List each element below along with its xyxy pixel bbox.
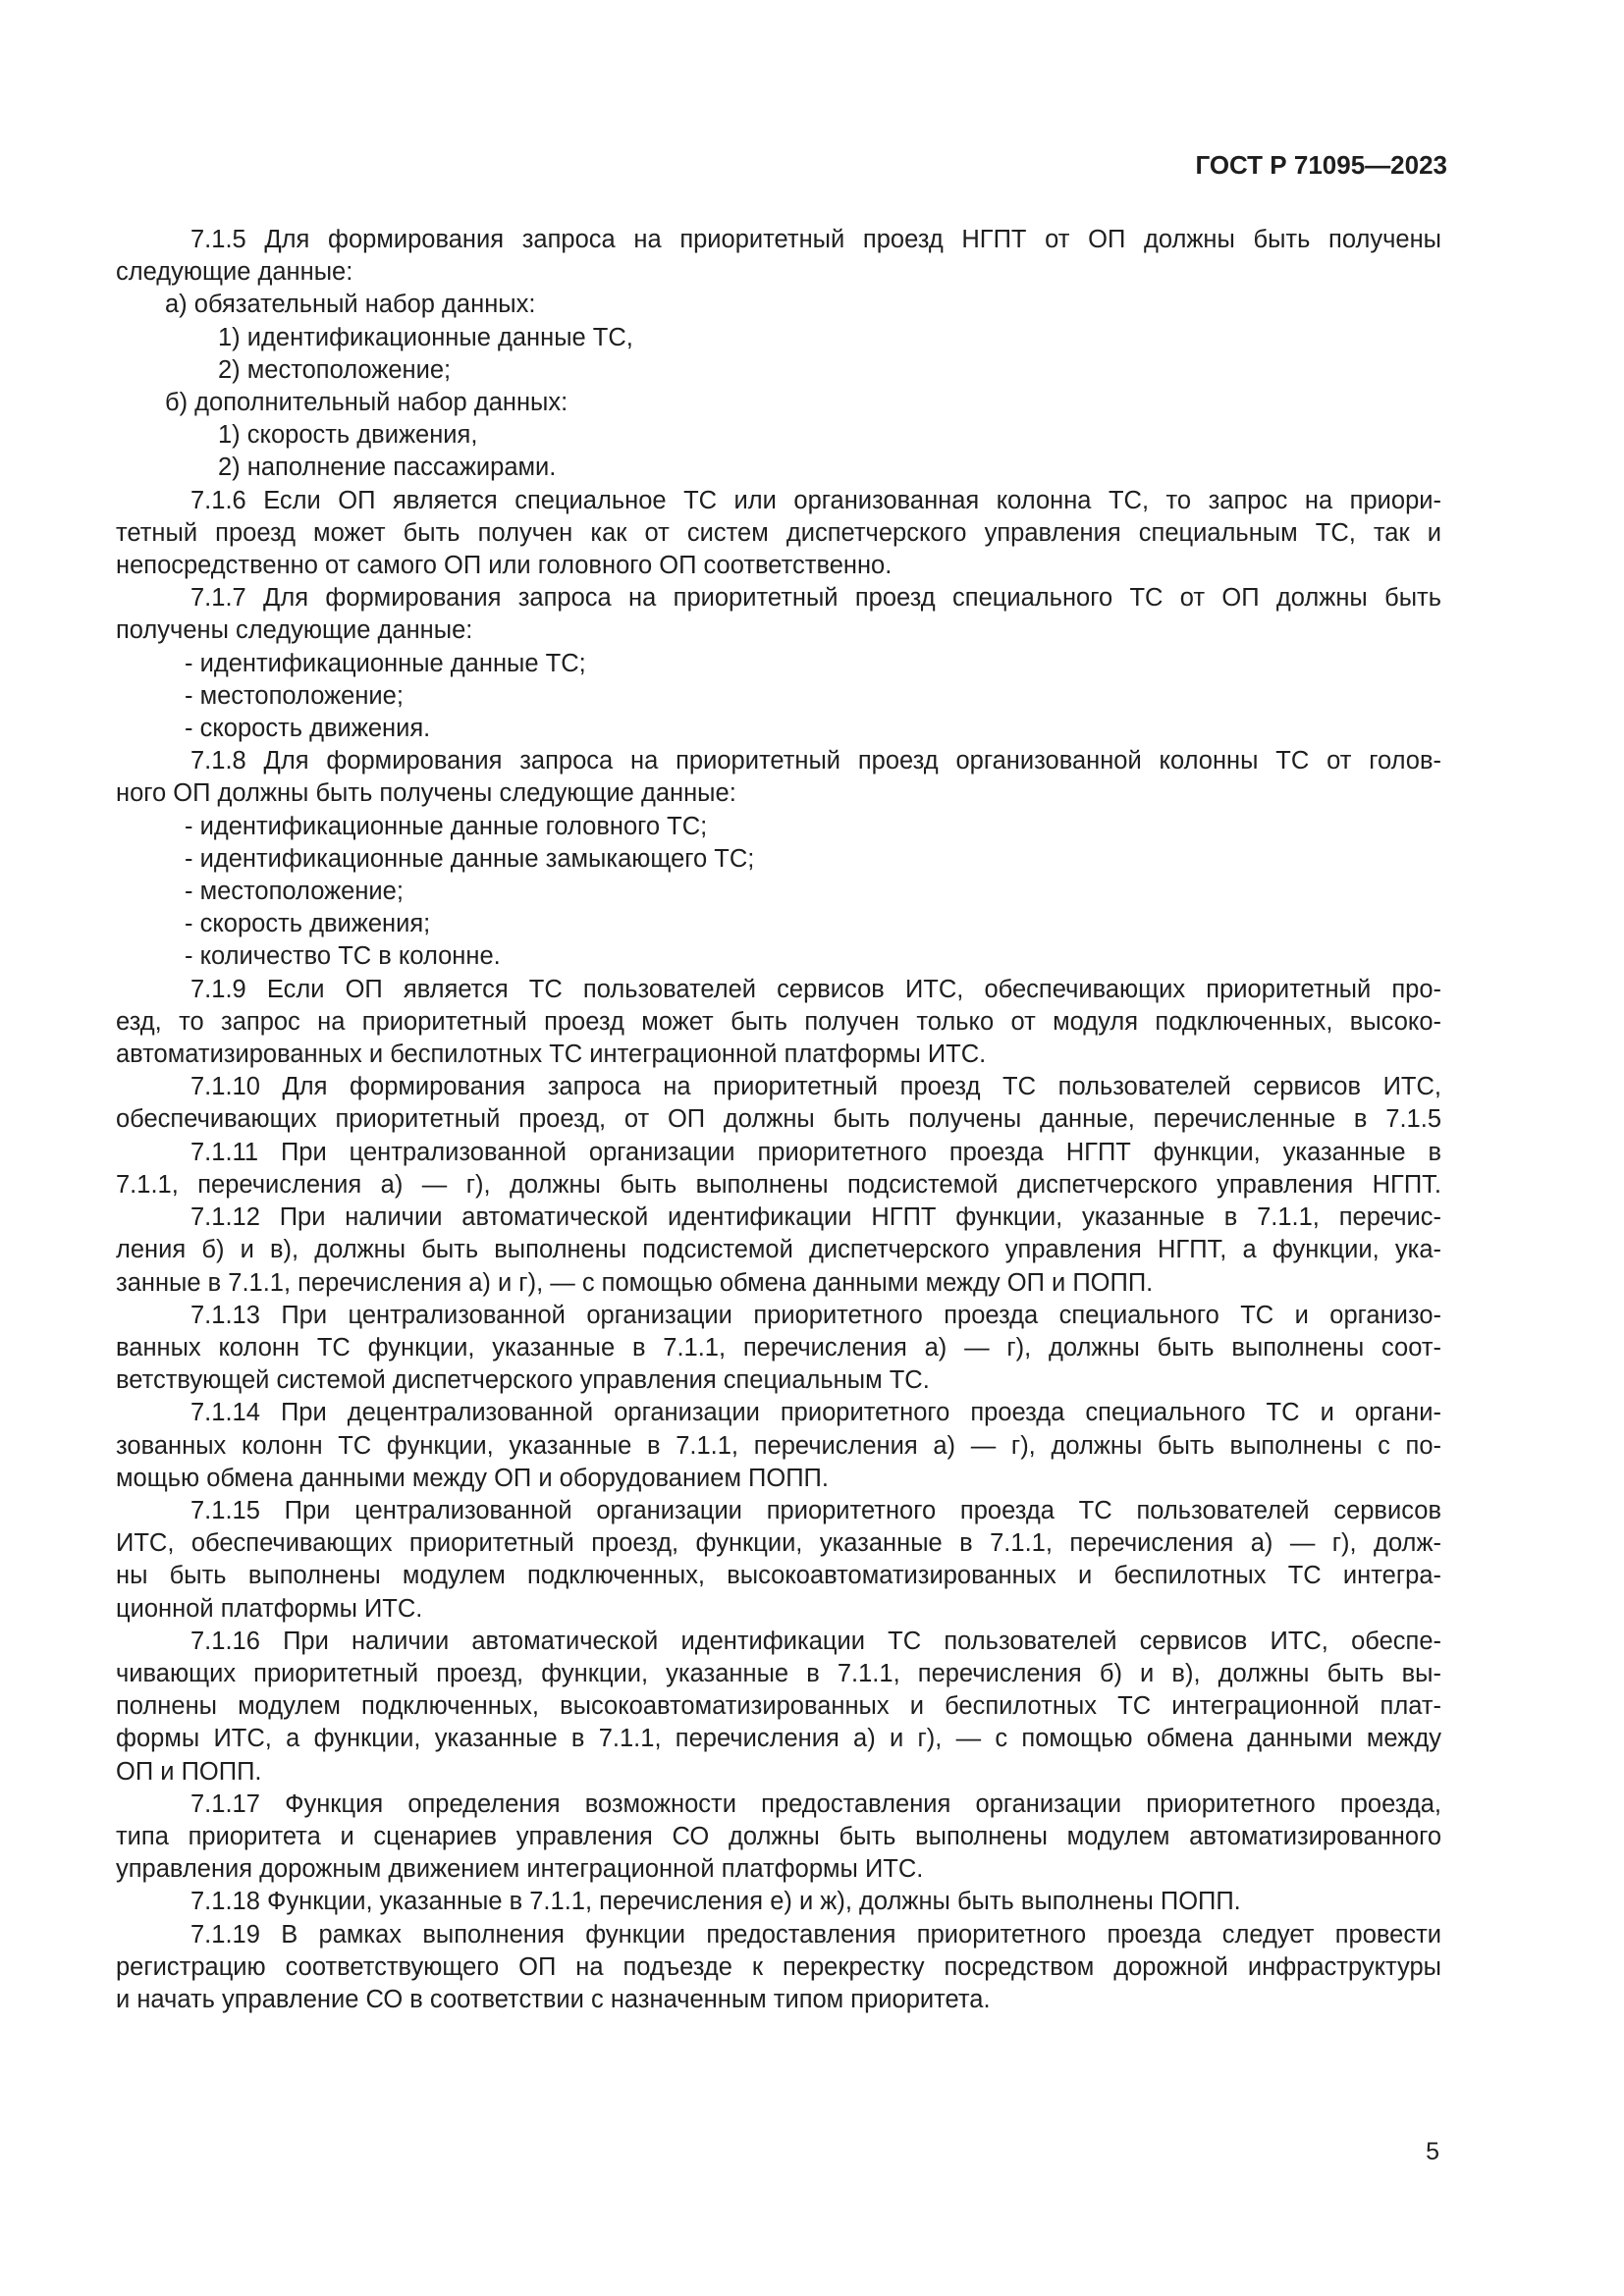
text-line: - идентификационные данные ТС;	[185, 649, 586, 677]
text-line: 7.1.14 При децентрализованной организации приоритетного проезда специального ТС и органи-	[190, 1399, 1441, 1427]
text-line: регистрацию соответствующего ОП на подъезде к перекрестку посредством дорожной инфраструктуры	[116, 1952, 1441, 1981]
text-line: б) дополнительный набор данных:	[165, 389, 568, 417]
text-line: и начать управление СО в соответствии с назначенным типом приоритета.	[116, 1985, 991, 2013]
text-line: 7.1.11 При централизованной организации приоритетного проезда НГПТ функции, указанные в	[190, 1138, 1441, 1166]
text-line: занные в 7.1.1, перечисления а) и г), — с помощью обмена данными между ОП и ПОПП.	[116, 1268, 1154, 1297]
text-line: тетный проезд может быть получен как от систем диспетчерского управления специальным ТС, так и	[116, 518, 1441, 547]
text-line: ления б) и в), должны быть выполнены подсистемой диспетчерского управления НГПТ, а функции, ука-	[116, 1236, 1441, 1264]
text-line: следующие данные:	[116, 258, 353, 287]
text-line: 7.1.12 При наличии автоматической идентификации НГПТ функции, указанные в 7.1.1, перечис-	[190, 1203, 1441, 1232]
text-line: езд, то запрос на приоритетный проезд может быть получен только от модуля подключенных, высоко-	[116, 1007, 1441, 1036]
document-body	[116, 224, 1441, 2016]
text-line: 7.1.10 Для формирования запроса на приоритетный проезд ТС пользователей сервисов ИТС,	[190, 1073, 1441, 1101]
text-line: ного ОП должны быть получены следующие данные:	[116, 779, 736, 808]
text-line: ИТС, обеспечивающих приоритетный проезд, функции, указанные в 7.1.1, перечисления а) — г), долж-	[116, 1529, 1441, 1558]
text-line: - скорость движения.	[185, 715, 431, 743]
text-line: - скорость движения;	[185, 910, 431, 938]
text-line: - идентификационные данные головного ТС;	[185, 812, 708, 840]
text-line: - идентификационные данные замыкающего ТС;	[185, 844, 755, 873]
text-line: 7.1.6 Если ОП является специальное ТС или организованная колонна ТС, то запрос на приори-	[190, 486, 1441, 514]
text-line: ОП и ПОПП.	[116, 1757, 262, 1786]
text-line: ны быть выполнены модулем подключенных, высокоавтоматизированных и беспилотных ТС интегра-	[116, 1562, 1441, 1590]
text-line: формы ИТС, а функции, указанные в 7.1.1, перечисления а) и г), — с помощью обмена данными между	[116, 1725, 1441, 1753]
text-line: ветствующей системой диспетчерского управления специальным ТС.	[116, 1366, 930, 1395]
text-line: 7.1.13 При централизованной организации приоритетного проезда специального ТС и организо-	[190, 1301, 1441, 1329]
text-line: 7.1.7 Для формирования запроса на приоритетный проезд специального ТС от ОП должны быть	[190, 584, 1441, 613]
text-line: 1) скорость движения,	[218, 421, 478, 450]
text-line: ванных колонн ТС функции, указанные в 7.1.1, перечисления а) — г), должны быть выполнены соот-	[116, 1333, 1441, 1362]
text-line: 2) местоположение;	[218, 355, 452, 384]
text-line: ционной платформы ИТС.	[116, 1594, 423, 1623]
text-line: получены следующие данные:	[116, 616, 473, 645]
text-line: 1) идентификационные данные ТС,	[218, 323, 633, 351]
text-line: автоматизированных и беспилотных ТС интеграционной платформы ИТС.	[116, 1041, 987, 1069]
page-number: 5	[1426, 2138, 1439, 2165]
text-line: управления дорожным движением интеграционной платформы ИТС.	[116, 1855, 924, 1884]
text-line: обеспечивающих приоритетный проезд, от ОП должны быть получены данные, перечисленные в 7.1.5	[116, 1105, 1441, 1134]
text-line: - количество ТС в колонне.	[185, 942, 501, 971]
text-line: 7.1.16 При наличии автоматической идентификации ТС пользователей сервисов ИТС, обеспе-	[190, 1627, 1441, 1655]
text-line: мощью обмена данными между ОП и оборудованием ПОПП.	[116, 1464, 829, 1492]
text-line: непосредственно от самого ОП или головного ОП соответственно.	[116, 552, 893, 580]
text-line: 7.1.18 Функции, указанные в 7.1.1, перечисления е) и ж), должны быть выполнены ПОПП.	[190, 1888, 1241, 1916]
text-line: 7.1.17 Функция определения возможности предоставления организации приоритетного проезда,	[190, 1789, 1441, 1818]
text-line: - местоположение;	[185, 681, 404, 710]
text-line: а) обязательный набор данных:	[165, 291, 536, 319]
text-line: 7.1.15 При централизованной организации приоритетного проезда ТС пользователей сервисов	[190, 1496, 1441, 1524]
text-line: 2) наполнение пассажирами.	[218, 454, 557, 482]
text-line: - местоположение;	[185, 878, 404, 906]
document-header: ГОСТ Р 71095—2023	[1195, 150, 1447, 180]
text-line: 7.1.8 Для формирования запроса на приоритетный проезд организованной колонны ТС от голов-	[190, 747, 1441, 775]
text-line: 7.1.5 Для формирования запроса на приоритетный проезд НГПТ от ОП должны быть получены	[190, 226, 1441, 253]
text-line: зованных колонн ТС функции, указанные в 7.1.1, перечисления а) — г), должны быть выполнены с по-	[116, 1431, 1441, 1460]
text-line: типа приоритета и сценариев управления СО должны быть выполнены модулем автоматизированного	[116, 1822, 1441, 1850]
text-line: 7.1.9 Если ОП является ТС пользователей сервисов ИТС, обеспечивающих приоритетный про-	[190, 975, 1441, 1003]
text-line: полнены модулем подключенных, высокоавтоматизированных и беспилотных ТС интеграционной плат-	[116, 1692, 1441, 1721]
text-line: 7.1.1, перечисления а) — г), должны быть выполнены подсистемой диспетчерского управления НГПТ.	[116, 1170, 1441, 1199]
text-line: 7.1.19 В рамках выполнения функции предоставления приоритетного проезда следует провести	[190, 1920, 1441, 1949]
text-line: чивающих приоритетный проезд, функции, указанные в 7.1.1, перечисления б) и в), должны быть вы-	[116, 1659, 1441, 1687]
